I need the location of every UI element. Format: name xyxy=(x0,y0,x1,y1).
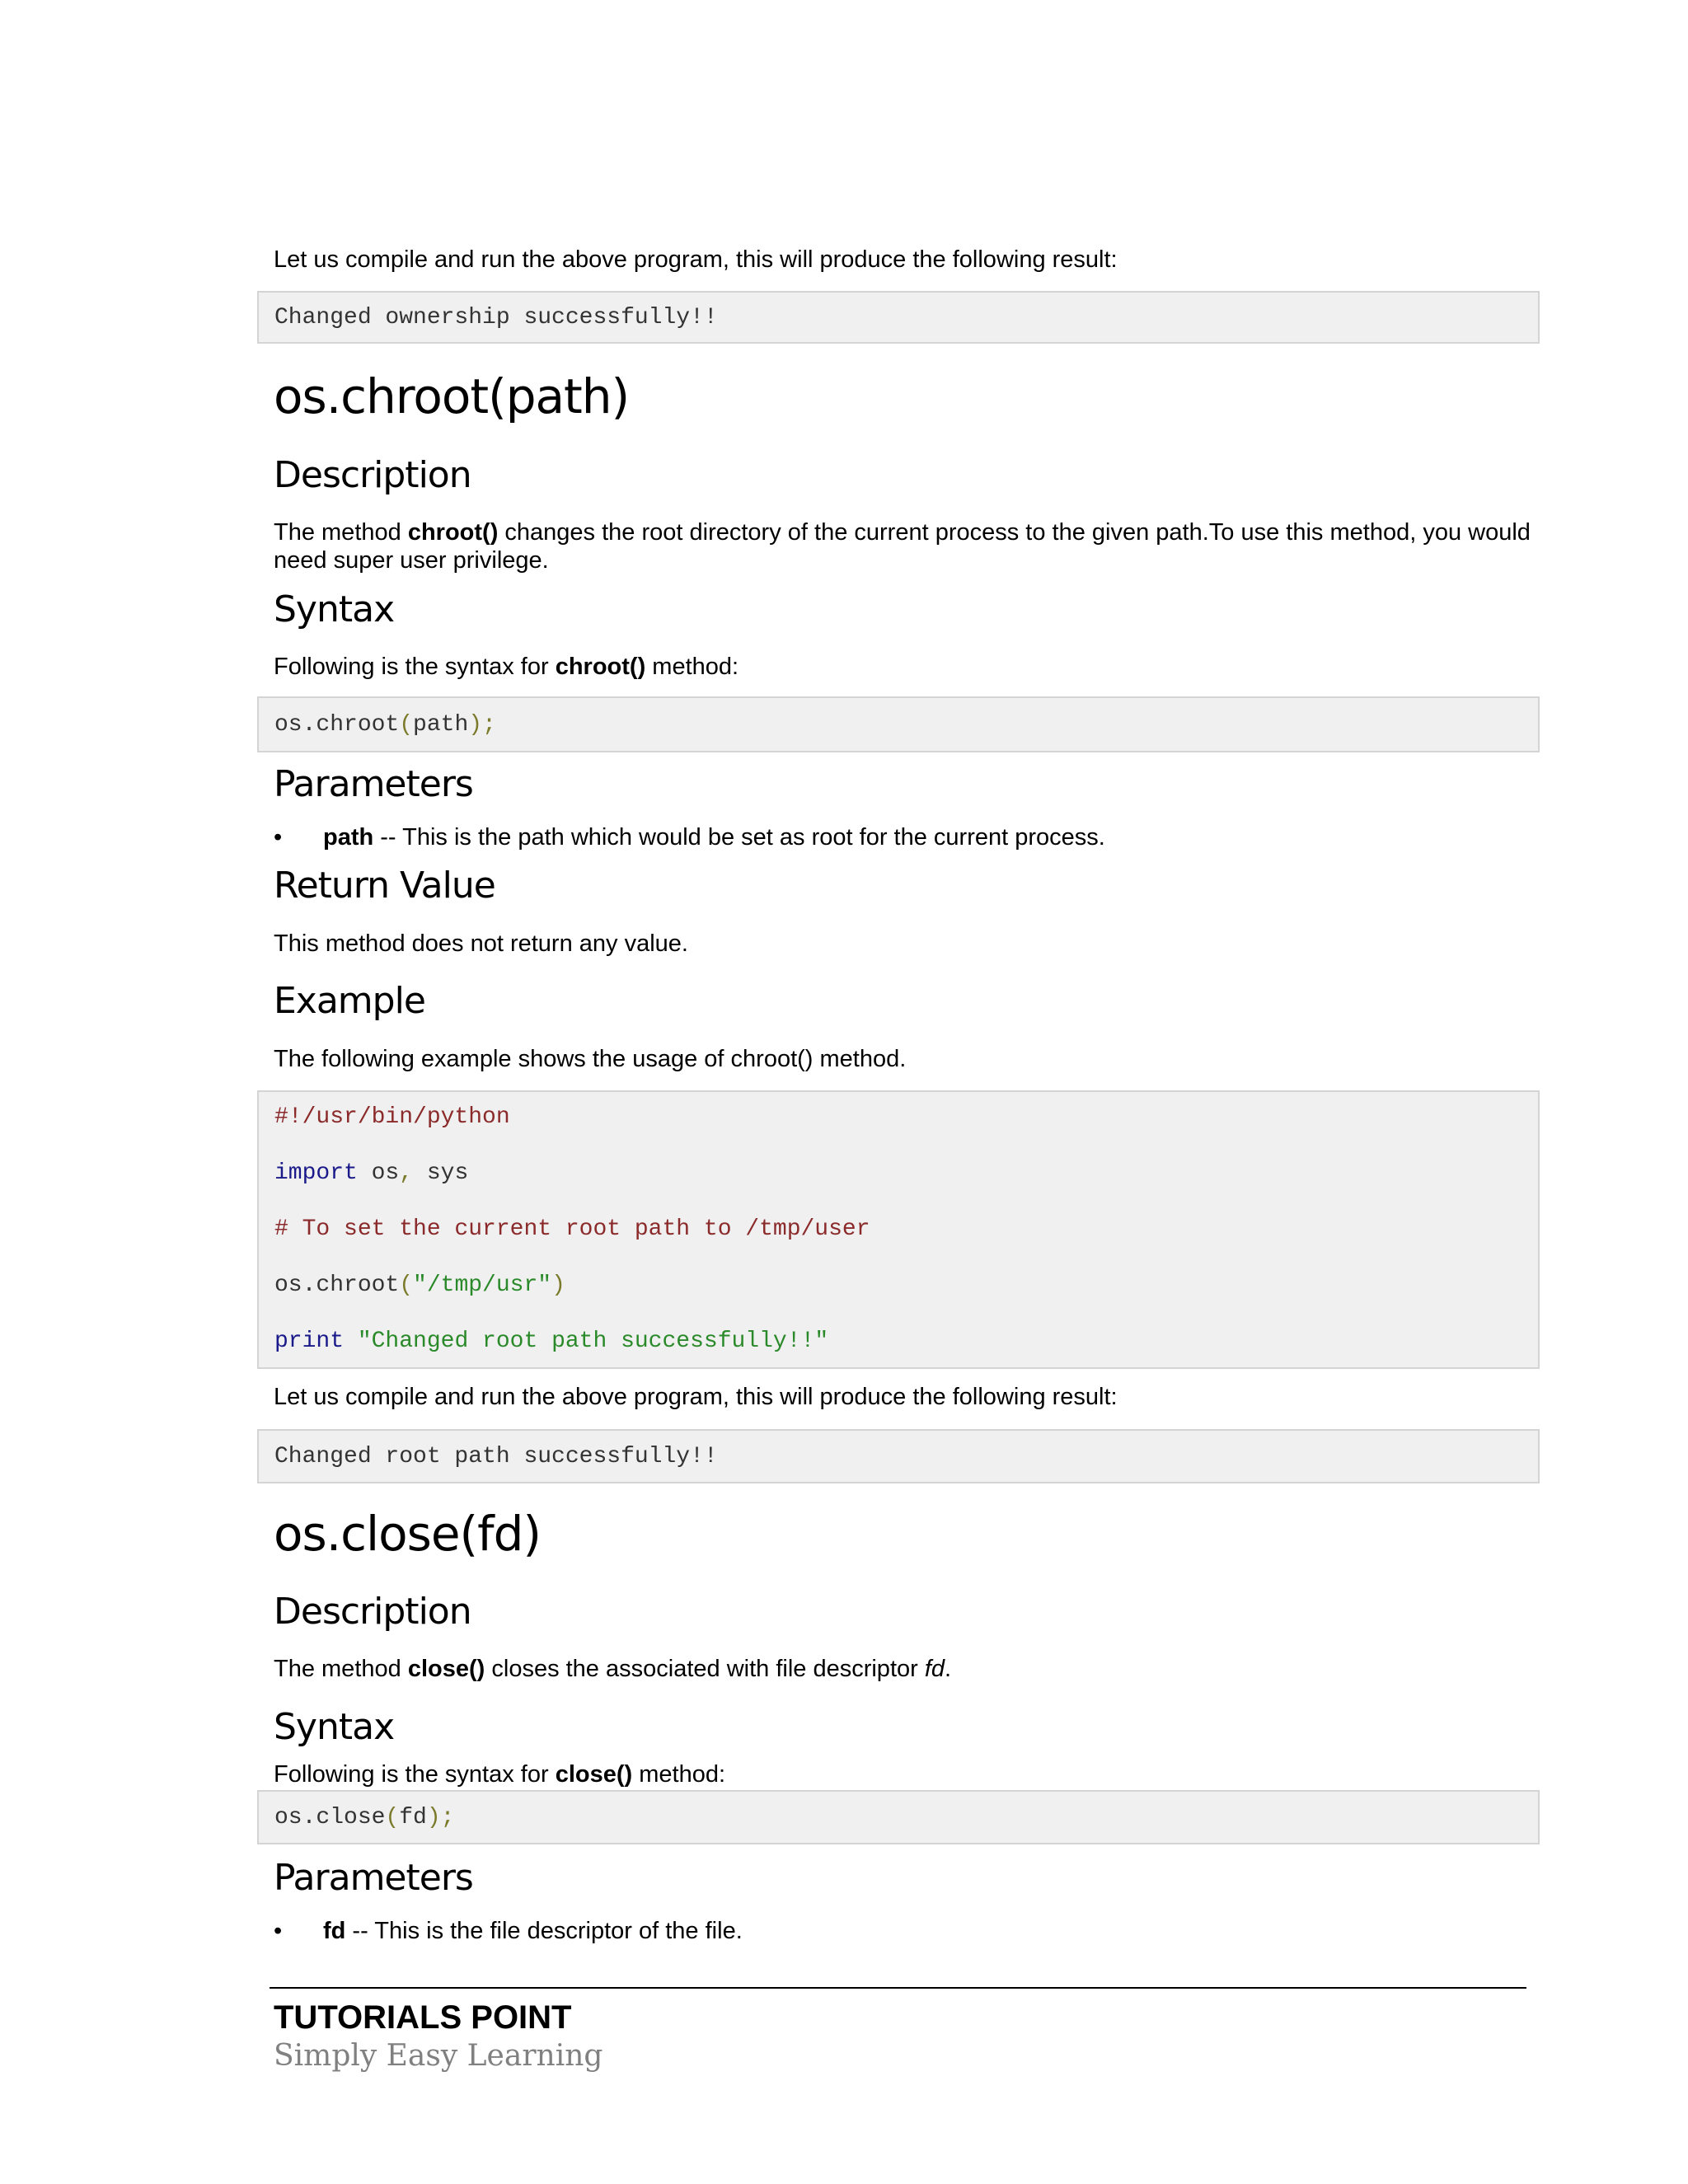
footer-title: TUTORIALS POINT xyxy=(274,1999,572,2036)
chroot-example-code-box xyxy=(257,1090,1540,1369)
chroot-parameters-heading: Parameters xyxy=(274,763,473,805)
bullet-icon: • xyxy=(274,1918,283,1944)
code-shebang-line: #!/usr/bin/python xyxy=(274,1104,510,1130)
chroot-syntax-code-line: os.chroot(path); xyxy=(274,712,496,738)
result-output-box xyxy=(257,291,1540,344)
close-syntax-code-line: os.close(fd); xyxy=(274,1805,455,1830)
code-print-line: print "Changed root path successfully!!" xyxy=(274,1329,829,1354)
close-parameters-heading: Parameters xyxy=(274,1857,473,1899)
chroot-syntax-code-box xyxy=(257,696,1540,752)
code-import-line: import os, sys xyxy=(274,1160,469,1186)
close-title: os.close(fd) xyxy=(274,1506,542,1562)
chroot-result-output-box xyxy=(257,1429,1540,1483)
code-call-line: os.chroot("/tmp/usr") xyxy=(274,1272,565,1298)
chroot-return-heading: Return Value xyxy=(274,865,495,907)
chroot-example-heading: Example xyxy=(274,980,425,1022)
chroot-result-output-line: Changed root path successfully!! xyxy=(274,1444,718,1469)
code-comment-line: # To set the current root path to /tmp/user xyxy=(274,1216,870,1242)
result-output-line: Changed ownership successfully!! xyxy=(274,305,718,330)
chroot-result-intro: Let us compile and run the above program, this will produce the following result: xyxy=(274,1384,1118,1410)
chroot-description-heading: Description xyxy=(274,454,471,496)
close-syntax-code-box xyxy=(257,1790,1540,1844)
chroot-example-intro: The following example shows the usage of chroot() method. xyxy=(274,1046,907,1072)
chroot-syntax-intro: Following is the syntax for chroot() method: xyxy=(274,654,739,680)
chroot-description-text: The method chroot() changes the root directory of the current process to the given path.To use this method, you would need super user privilege. xyxy=(274,519,1531,574)
close-description-heading: Description xyxy=(274,1591,471,1633)
footer-subtitle: Simply Easy Learning xyxy=(274,2039,603,2073)
chroot-return-text: This method does not return any value. xyxy=(274,930,688,957)
close-method-name: close() xyxy=(407,1656,485,1682)
bullet-icon: • xyxy=(274,824,283,851)
close-description-text: The method close() closes the associated with file descriptor fd. xyxy=(274,1656,952,1682)
result-intro-text: Let us compile and run the above program, this will produce the following result: xyxy=(274,246,1118,273)
close-syntax-heading: Syntax xyxy=(274,1706,395,1748)
close-syntax-intro: Following is the syntax for close() method: xyxy=(274,1761,726,1788)
chroot-title: os.chroot(path) xyxy=(274,368,630,424)
chroot-syntax-heading: Syntax xyxy=(274,588,395,630)
footer-divider xyxy=(270,1987,1526,1989)
chroot-method-name: chroot() xyxy=(407,519,499,546)
